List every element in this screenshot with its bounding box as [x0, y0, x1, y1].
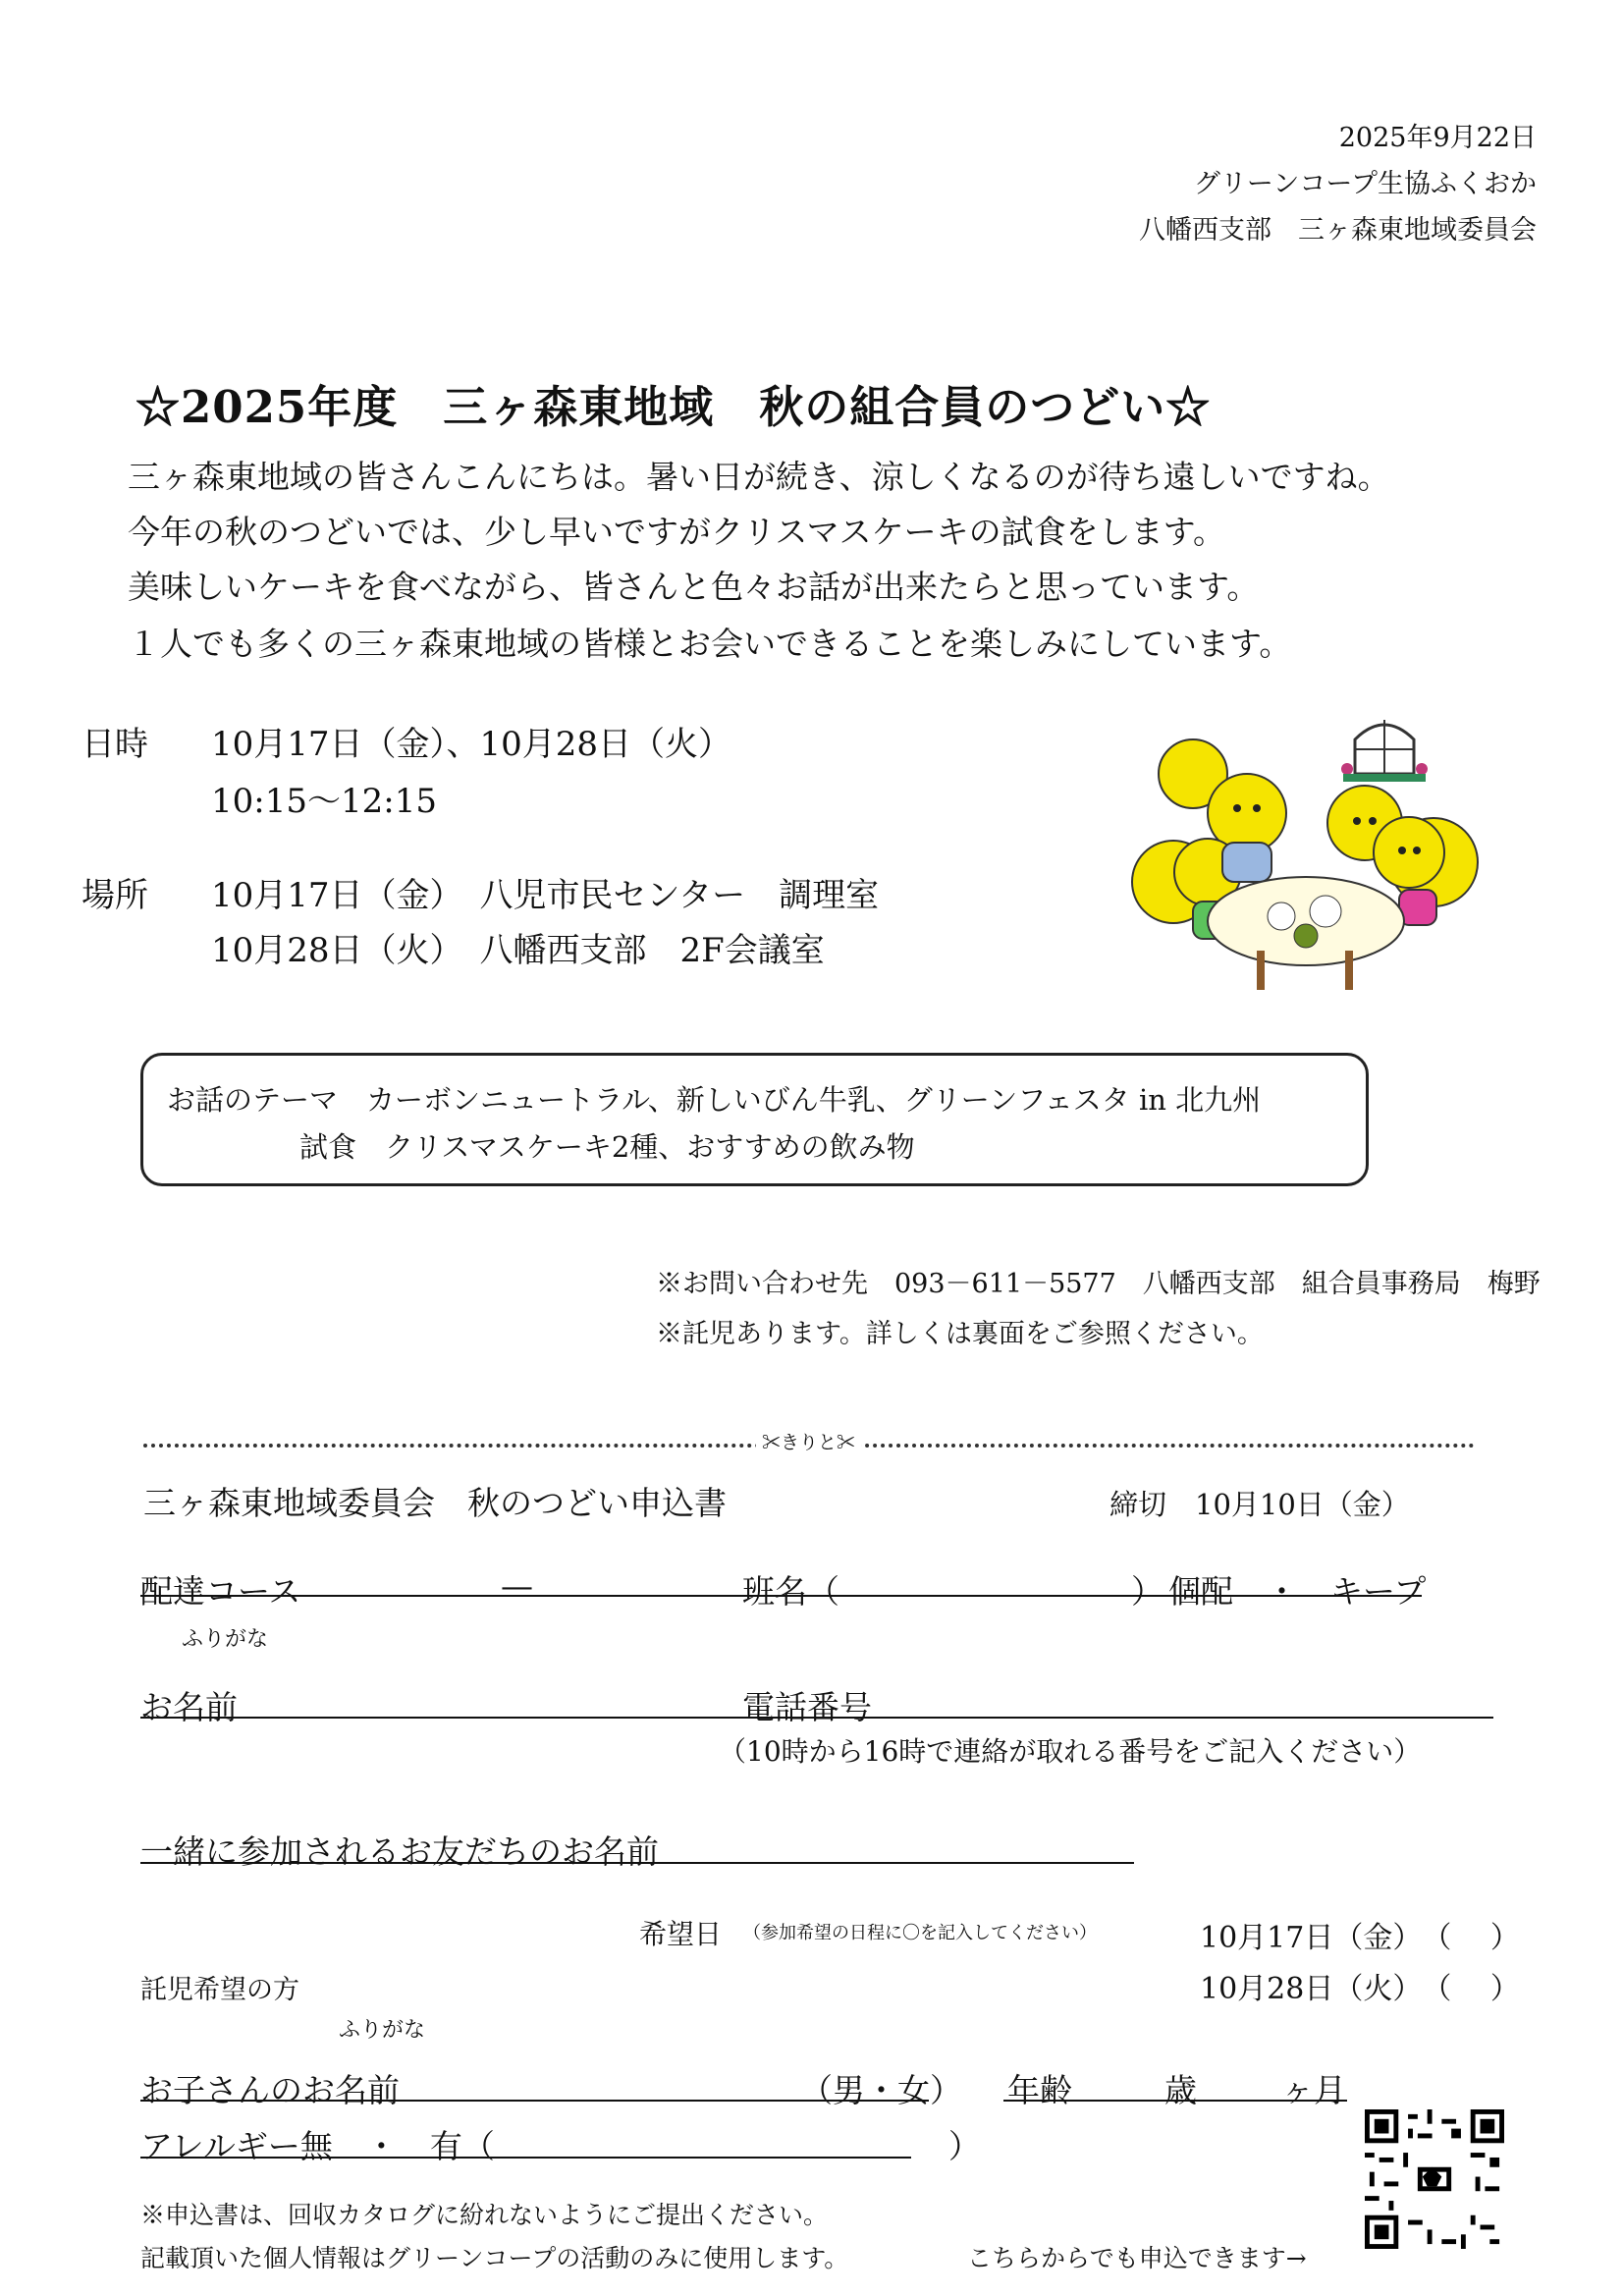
age-years: 歳: [1164, 2071, 1197, 2109]
squirrels-illustration: [1119, 715, 1483, 1000]
course-label[interactable]: 配達コース: [140, 1572, 301, 1611]
wish-note: （参加希望の日程に〇を記入してください）: [743, 1923, 1097, 1943]
intro-line: 今年の秋のつどいでは、少し早いですがクリスマスケーキの試食をします。: [128, 513, 1226, 551]
committee: 八幡西支部 三ヶ森東地域委員会: [1139, 215, 1537, 246]
furigana-label: ふりがな: [182, 1627, 269, 1652]
date-option-2[interactable]: 10月28日（火） （ ）: [1200, 1972, 1520, 2006]
contact-note: ※お問い合わせ先 093－611－5577 八幡西支部 組合員事務局 梅野: [656, 1269, 1541, 1299]
intro-line: 三ヶ森東地域の皆さんこんにちは。暑い日が続き、涼しくなるのが待ち遠しいですね。: [128, 458, 1390, 496]
group-field[interactable]: 班名（ ）: [742, 1572, 1163, 1611]
place-line: 10月28日（火） 八幡西支部 2F会議室: [211, 931, 825, 970]
age-label[interactable]: 年齢: [1007, 2071, 1072, 2109]
intro-line: 美味しいケーキを食べながら、皆さんと色々お話が出来たらと思っています。: [128, 568, 1260, 606]
datetime-dates: 10月17日（金）、10月28日（火）: [211, 725, 732, 764]
place-line: 10月17日（金） 八児市民センター 調理室: [211, 876, 880, 915]
datetime-label: 日時: [81, 725, 148, 764]
datetime-time: 10:15～12:15: [211, 782, 437, 821]
wish-label: 希望日: [639, 1918, 723, 1950]
theme-line: お話のテーマ カーボンニュートラル、新しいびん牛乳、グリーンフェスタ in 北九州: [167, 1083, 1262, 1117]
childcare-label: 託児希望の方: [140, 1975, 299, 2005]
deadline: 締切 10月10日（金）: [1109, 1488, 1410, 1521]
online-apply-note: こちらからでも申込できます→: [967, 2244, 1307, 2272]
place-label: 場所: [81, 876, 148, 915]
cut-label: ✂きりと✂: [756, 1428, 861, 1454]
phone-label[interactable]: 電話番号: [742, 1688, 872, 1726]
child-name-label[interactable]: お子さんのお名前: [140, 2071, 400, 2109]
page-title: ☆2025年度 三ヶ森東地域 秋の組合員のつどい☆: [135, 381, 1212, 433]
allergy-field[interactable]: アレルギー無 ・ 有（ ）: [140, 2127, 981, 2165]
name-label[interactable]: お名前: [140, 1688, 238, 1726]
form-title: 三ヶ森東地域委員会 秋のつどい申込書: [143, 1484, 727, 1522]
delivery-type[interactable]: 個配 ・ キープ: [1168, 1572, 1427, 1611]
childcare-note: ※託児あります。詳しくは裏面をご参照ください。: [656, 1319, 1264, 1349]
gender-choice[interactable]: （男・女）: [800, 2071, 962, 2109]
organization: グリーンコープ生協ふくおか: [1193, 169, 1537, 199]
phone-note: （10時から16時で連絡が取れる番号をご記入ください）: [719, 1735, 1422, 1768]
footnote: ※申込書は、回収カタログに紛れないようにご提出ください。: [140, 2201, 829, 2229]
friends-label[interactable]: 一緒に参加されるお友だちのお名前: [140, 1832, 659, 1871]
intro-line: １人でも多くの三ヶ森東地域の皆様とお会いできることを楽しみにしています。: [128, 625, 1292, 663]
topics-box: [140, 1053, 1369, 1186]
qr-code-icon[interactable]: [1365, 2109, 1504, 2249]
footnote: 記載頂いた個人情報はグリーンコープの活動のみに使用します。: [140, 2244, 849, 2272]
date-option-1[interactable]: 10月17日（金） （ ）: [1200, 1921, 1520, 1955]
course-dash: —: [501, 1566, 533, 1605]
age-months: ヶ月: [1281, 2071, 1346, 2109]
issue-date: 2025年9月22日: [1338, 123, 1537, 153]
tasting-line: 試食 クリスマスケーキ2種、おすすめの飲み物: [299, 1130, 915, 1164]
furigana-label-child: ふりがな: [339, 2018, 426, 2043]
window-icon: [1341, 720, 1428, 782]
